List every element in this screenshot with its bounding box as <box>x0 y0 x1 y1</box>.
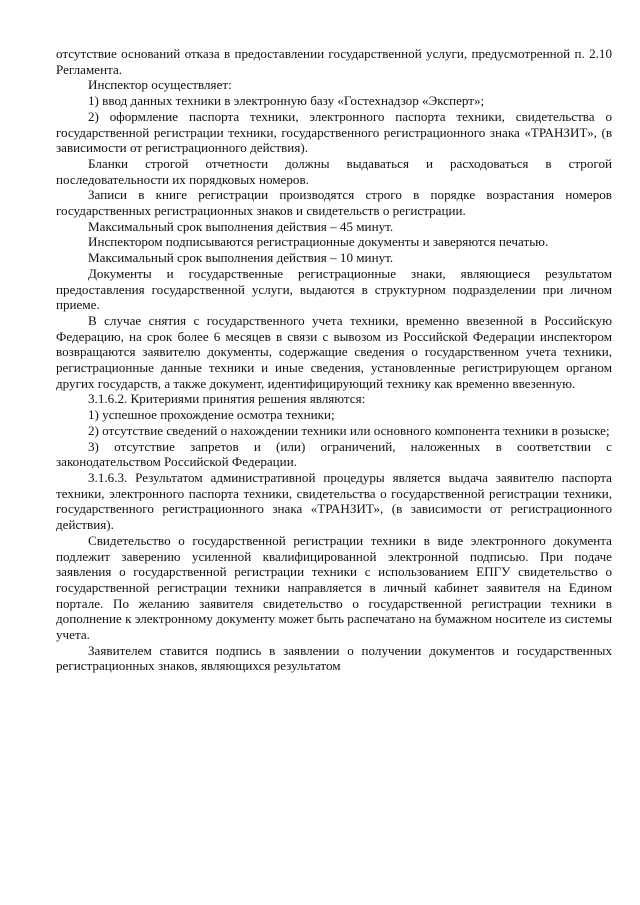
paragraph-signing: Инспектором подписываются регистрационные документы и заверяются печатью. <box>88 234 549 250</box>
paragraph-refusal-grounds: отсутствие оснований отказа в предоставлении государственной услуги, предусмотренной п. 2.10 Регламента. <box>56 46 612 77</box>
paragraph-electronic-certificate: Свидетельство о государственной регистрации техники в виде электронного документа подлежит заверению усиленной квалифицированной электронной подписью. При подаче заявления о государственной регистрации техники с использованием ЕПГУ свидетельство о государственной регистрации техники направляется в личный кабинет заявителя на Едином портале. По желанию заявителя свидетельство о государственной регистрации техники в дополнение к электронному документу может быть распечатано на бумажном носителе из системы учета. <box>56 532 612 643</box>
paragraph-item-data-entry: 1) ввод данных техники в электронную базу «Гостехнадзор «Эксперт»; <box>88 93 485 109</box>
paragraph-criterion-1: 1) успешное прохождение осмотра техники; <box>88 407 335 423</box>
paragraph-inspector-performs: Инспектор осуществляет: <box>88 77 232 93</box>
paragraph-criterion-3: 3) отсутствие запретов и (или) ограничений, наложенных в соответствии с законодательством Российской Федерации. <box>56 438 612 470</box>
paragraph-strict-forms: Бланки строгой отчетности должны выдаваться и расходоваться в строгой последовательности их порядковых номеров. <box>56 155 612 187</box>
paragraph-temporary-import: В случае снятия с государственного учета техники, временно ввезенной в Российскую Федерацию, на срок более 6 месяцев в связи с вывозом из Российской Федерации инспектором возвращаются заявителю документы, содержащие сведения о государственном учета техники, регистрационные данные техники и иные сведения, установленные регистрирующем органом других государств, а также документ, идентифицирующий технику как временно ввезенную. <box>56 312 612 391</box>
paragraph-criteria-heading: 3.1.6.2. Критериями принятия решения являются: <box>88 391 366 407</box>
paragraph-max-time-45: Максимальный срок выполнения действия – 45 минут. <box>88 218 394 234</box>
paragraph-max-time-10: Максимальный срок выполнения действия – 10 минут. <box>88 250 394 266</box>
paragraph-item-paperwork: 2) оформление паспорта техники, электронного паспорта техники, свидетельства о государственной регистрации техники, государственного регистрационного знака «ТРАНЗИТ», (в зависимости от регистрационного действия). <box>56 108 612 156</box>
paragraph-registration-book: Записи в книге регистрации производятся строго в порядке возрастания номеров государственных регистрационных знаков и свидетельств о регистрации. <box>56 187 612 219</box>
paragraph-criterion-2: 2) отсутствие сведений о нахождении техники или основного компонента техники в розыске; <box>88 422 610 438</box>
paragraph-signature: Заявителем ставится подпись в заявлении о получении документов и государственных регистрационных знаков, являющихся результатом <box>56 642 612 674</box>
paragraph-issuance: Документы и государственные регистрационные знаки, являющиеся результатом предоставления государственной услуги, выдаются в структурном подразделении при личном приеме. <box>56 265 612 313</box>
paragraph-result: 3.1.6.3. Результатом административной процедуры является выдача заявителю паспорта техники, электронного паспорта техники, свидетельства о государственной регистрации техники, государственного регистрационного знака «ТРАНЗИТ», (в зависимости от регистрационного действия). <box>56 469 612 533</box>
